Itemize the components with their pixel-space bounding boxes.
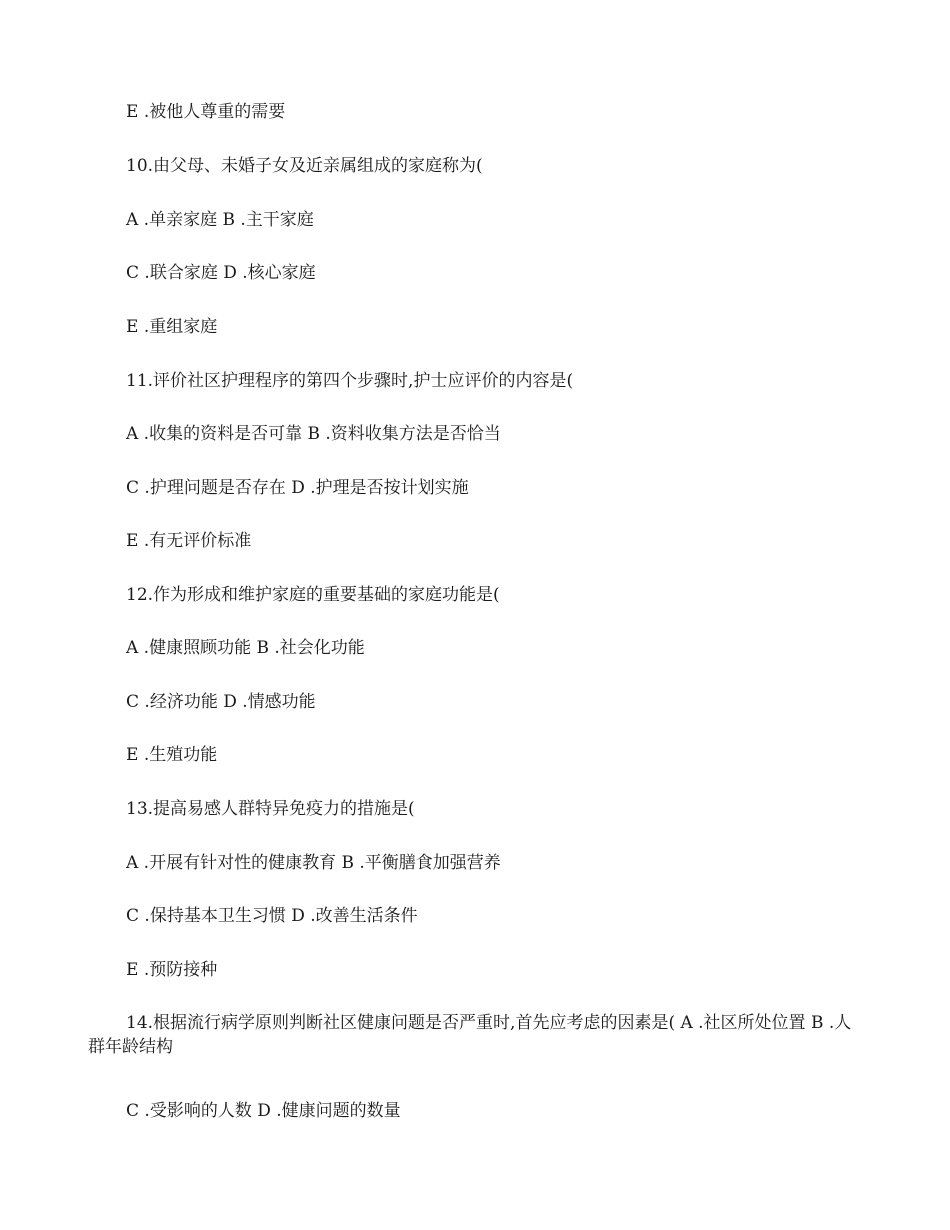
question-10: 10.由父母、未婚子女及近亲属组成的家庭称为( <box>126 156 483 176</box>
question-11: 11.评价社区护理程序的第四个步骤时,护士应评价的内容是( <box>126 371 574 391</box>
options-12ab: A .健康照顾功能 B .社会化功能 <box>126 638 365 658</box>
question-13: 13.提高易感人群特异免疫力的措施是( <box>126 799 415 819</box>
options-13ab: A .开展有针对性的健康教育 B .平衡膳食加强营养 <box>126 853 501 873</box>
option-12e: E .生殖功能 <box>126 745 218 765</box>
option-13e: E .预防接种 <box>126 960 218 980</box>
options-14cd: C .受影响的人数 D .健康问题的数量 <box>126 1101 401 1121</box>
question-14: 14.根据流行病学原则判断社区健康问题是否严重时,首先应考虑的因素是( A .社区所处位置 B .人群年龄结构 <box>88 1013 852 1057</box>
options-11cd: C .护理问题是否存在 D .护理是否按计划实施 <box>126 478 469 498</box>
options-11ab: A .收集的资料是否可靠 B .资料收集方法是否恰当 <box>126 424 501 444</box>
option-9e: E .被他人尊重的需要 <box>126 102 286 122</box>
question-12: 12.作为形成和维护家庭的重要基础的家庭功能是( <box>126 585 500 605</box>
options-10ab: A .单亲家庭 B .主干家庭 <box>126 210 314 230</box>
options-10cd: C .联合家庭 D .核心家庭 <box>126 263 316 283</box>
options-13cd: C .保持基本卫生习惯 D .改善生活条件 <box>126 906 418 926</box>
option-10e: E .重组家庭 <box>126 317 218 337</box>
option-11e: E .有无评价标准 <box>126 531 252 551</box>
options-12cd: C .经济功能 D .情感功能 <box>126 692 316 712</box>
